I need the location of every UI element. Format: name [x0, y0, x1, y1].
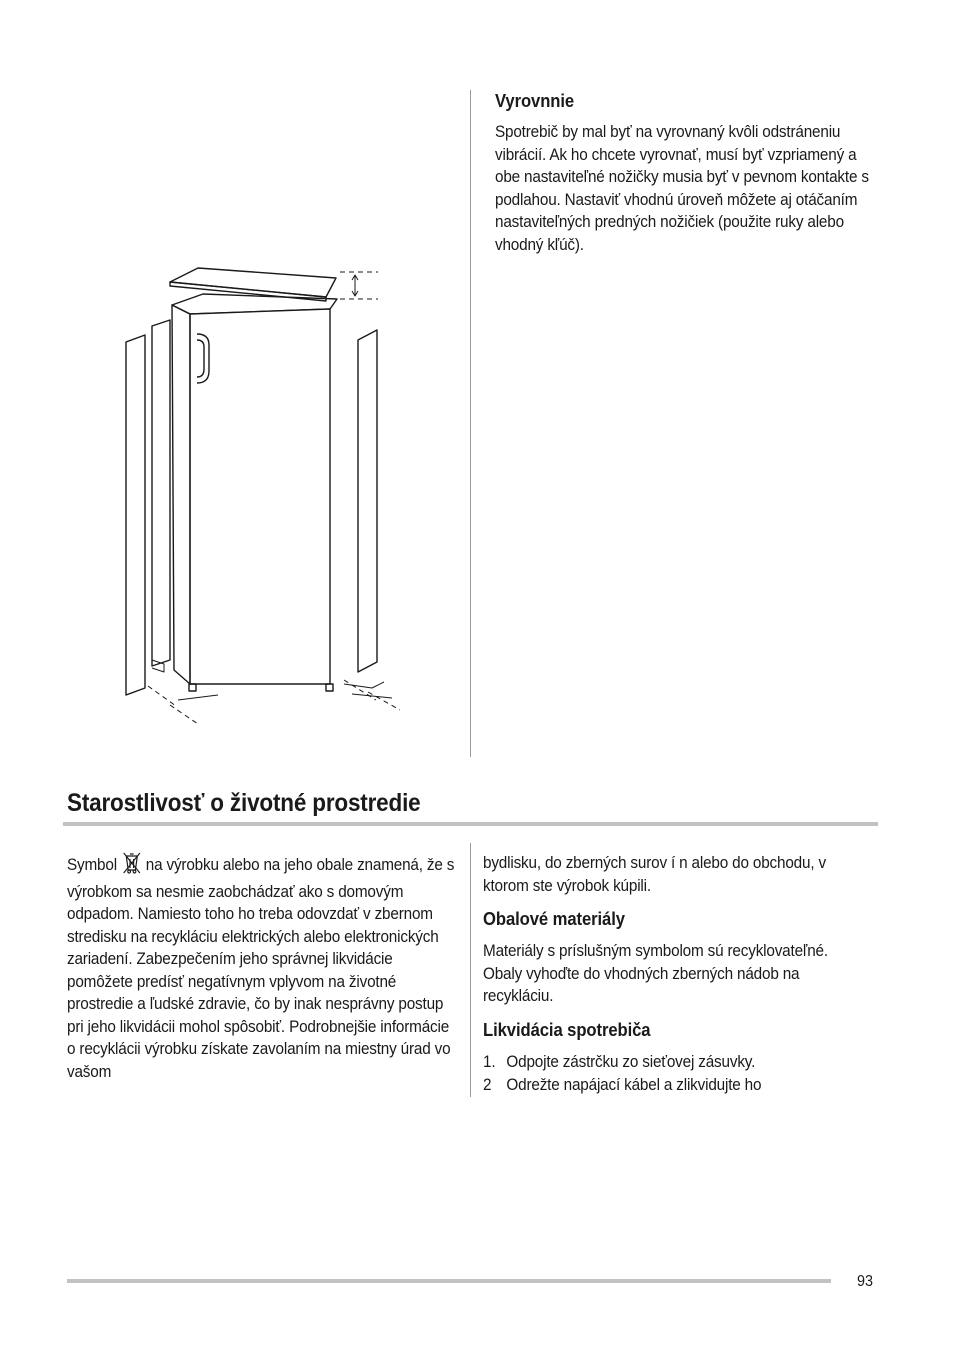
column-divider-bottom [470, 843, 471, 1097]
list-item [483, 1074, 861, 1097]
list-item-number: 1. [483, 1052, 496, 1071]
environment-text [67, 852, 459, 1083]
environment-continuation: bydlisku, do zberných surov í n alebo do obchodu, v ktorom ste výrobok kúpili. [483, 853, 826, 895]
column-divider-top [470, 90, 471, 757]
list-item-number: 2 [483, 1074, 492, 1094]
environment-body: na výrobku alebo na jeho obale znamená, že s výrobkom sa nesmie zaobchádzať ako s domovým odpadom. Namiesto toho ho treba odovzdať v zbernom stredisku na recykláciu elektrických alebo elektronických zariadení. Zabezpečením jeho správnej likvidácie pomôžete predísť negatívnym vplyvom na životné prostredie a ľudské zdravie, čo by inak nesprávny postup pri jeho likvidácii mohol spôsobiť. Podrobnejšie informácie o recyklácii výrobku získate zavolaním na miestny úrad vo vašom [67, 855, 455, 1081]
list-item-text: Odrežte napájací kábel a zlikvidujte ho [506, 1074, 762, 1094]
footer-rule [67, 1279, 831, 1283]
fridge-installation-illustration [115, 262, 415, 732]
packaging-text: Materiály s príslušným symbolom sú recyklovateľné. Obaly vyhoďte do vhodných zberných nádob na recykláciu. [483, 941, 828, 1005]
section-title-rule [63, 822, 878, 826]
crossed-out-bin-icon [122, 852, 140, 881]
leveling-heading: Vyrovnnie [495, 90, 575, 111]
disposal-heading: Likvidácia spotrebiča [483, 1019, 651, 1040]
section-title: Starostlivosť o životné prostredie [67, 789, 421, 817]
page-number: 93 [857, 1273, 874, 1290]
packaging-heading: Obalové materiály [483, 908, 625, 929]
disposal-steps [483, 1051, 861, 1096]
list-item-text: Odpojte zástrčku zo sieťovej zásuvky. [506, 1052, 756, 1071]
list-item [483, 1051, 861, 1074]
leveling-text: Spotrebič by mal byť na vyrovnaný kvôli odstráneniu vibrácií. Ak ho chcete vyrovnať, musí byť vzpriamený a obe nastaviteľné nožičky musia byť v pevnom kontakte s podlahou. Nastaviť vhodnú úroveň môžete aj otáčaním nastaviteľných predných nožičiek (použite ruky alebo vhodný kľúč). [495, 122, 869, 254]
symbol-word: Symbol [67, 855, 117, 874]
